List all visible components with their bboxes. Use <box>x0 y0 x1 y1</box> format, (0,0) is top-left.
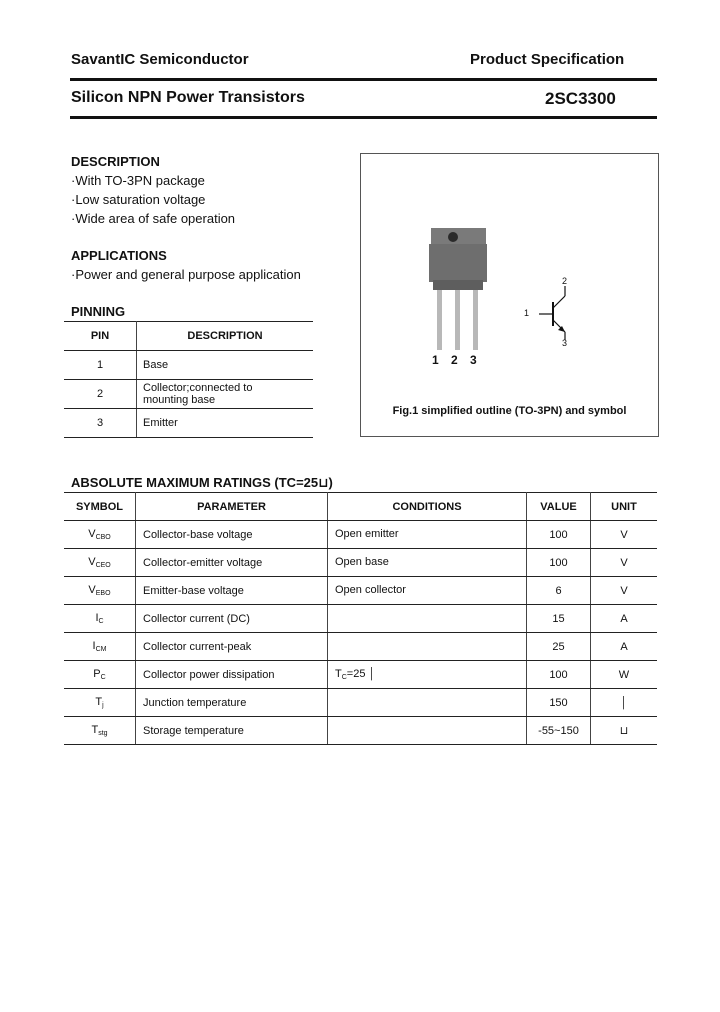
rating-value: 25 <box>527 633 591 661</box>
package-body <box>429 244 487 282</box>
rating-condition <box>328 577 527 605</box>
ratings-header-symbol: SYMBOL <box>64 493 136 521</box>
header-rule-top <box>70 78 657 81</box>
doc-type: Product Specification <box>470 51 625 68</box>
ratings-body <box>64 521 657 745</box>
rating-symbol-sub: C <box>98 618 104 625</box>
rating-condition <box>328 689 527 717</box>
rating-symbol-main: T <box>95 696 103 708</box>
rating-parameter: Collector-base voltage <box>136 521 328 549</box>
rating-symbol-sub: C <box>100 674 106 681</box>
rating-symbol-sub: j <box>102 702 104 709</box>
ratings-title: ABSOLUTE MAXIMUM RATINGS (TC=25⊔) <box>71 475 333 490</box>
rating-unit: │ <box>591 689 658 717</box>
rating-condition-text: Open emitter <box>335 528 399 540</box>
description-item: ·With TO-3PN package <box>71 173 205 188</box>
rating-value: 15 <box>527 605 591 633</box>
rating-condition-text: Open base <box>335 556 389 568</box>
rating-parameter: Collector-emitter voltage <box>136 549 328 577</box>
ratings-row <box>64 577 657 605</box>
pin-description: Emitter <box>137 409 314 438</box>
pin-description-line: mounting base <box>143 394 216 406</box>
rating-condition <box>328 633 527 661</box>
rating-condition-text: T <box>335 668 342 680</box>
rating-symbol-sub: CM <box>95 646 107 653</box>
mounting-hole <box>448 232 458 242</box>
rating-symbol-sub: stg <box>98 730 108 737</box>
rating-parameter: Emitter-base voltage <box>136 577 328 605</box>
symbol-emitter-arrow <box>558 326 565 332</box>
package-pin-label: 2 <box>451 353 458 367</box>
symbol-pin-label: 2 <box>562 276 568 286</box>
ratings-header-parameter: PARAMETER <box>136 493 328 521</box>
pinning-header-row <box>64 322 313 351</box>
package-shoulder <box>433 280 483 290</box>
ratings-header-unit: UNIT <box>591 493 658 521</box>
ratings-row <box>64 605 657 633</box>
pinning-row <box>64 409 313 438</box>
rating-value: 150 <box>527 689 591 717</box>
lead-2 <box>455 290 460 350</box>
rating-condition <box>328 549 527 577</box>
pin-number: 1 <box>64 351 137 380</box>
lead-3 <box>473 290 478 350</box>
rating-unit: W <box>591 661 658 689</box>
pinning-title: PINNING <box>71 304 126 319</box>
rating-condition-tail: =25 │ <box>346 668 376 680</box>
pinning-row <box>64 351 313 380</box>
rating-symbol-sub: CBO <box>95 534 111 541</box>
rating-parameter: Collector current (DC) <box>136 605 328 633</box>
lead-1 <box>437 290 442 350</box>
rating-unit: ⊔ <box>591 717 658 745</box>
applications-item: ·Power and general purpose application <box>71 267 301 282</box>
rating-value: 100 <box>527 549 591 577</box>
rating-value: 6 <box>527 577 591 605</box>
rating-symbol-main: I <box>95 612 99 624</box>
header-rule-bottom <box>70 116 657 119</box>
rating-condition <box>328 605 527 633</box>
rating-symbol <box>64 633 136 661</box>
rating-symbol-sub: EBO <box>95 590 111 597</box>
description-title: DESCRIPTION <box>71 154 160 169</box>
ratings-header-conditions: CONDITIONS <box>328 493 527 521</box>
rating-parameter: Collector current-peak <box>136 633 328 661</box>
figure-box <box>360 153 659 437</box>
ratings-row <box>64 661 657 689</box>
rating-unit: V <box>591 577 658 605</box>
ratings-header-value: VALUE <box>527 493 591 521</box>
symbol-collector <box>553 296 565 308</box>
ratings-row <box>64 549 657 577</box>
rating-symbol-main: P <box>93 668 101 680</box>
pinning-header-description: DESCRIPTION <box>137 322 314 351</box>
pin-description-line: Collector;connected to <box>143 382 253 394</box>
rating-value: -55~150 <box>527 717 591 745</box>
applications-title: APPLICATIONS <box>71 248 167 263</box>
package-pin-label: 1 <box>432 353 439 367</box>
rating-symbol-sub: CEO <box>95 562 111 569</box>
rating-condition <box>328 661 527 689</box>
rating-unit: V <box>591 549 658 577</box>
rating-condition <box>328 717 527 745</box>
pinning-header-pin: PIN <box>64 322 137 351</box>
rating-symbol <box>64 521 136 549</box>
pin-number: 2 <box>64 380 137 409</box>
rating-symbol <box>64 661 136 689</box>
ratings-row <box>64 717 657 745</box>
rating-symbol-main: V <box>88 528 96 540</box>
rating-unit: A <box>591 633 658 661</box>
rating-condition-text: Open collector <box>335 584 406 596</box>
ratings-header-row <box>64 493 657 521</box>
rating-condition <box>328 521 527 549</box>
rating-symbol <box>64 605 136 633</box>
pinning-table <box>64 321 313 438</box>
symbol-pin-label: 1 <box>524 308 530 318</box>
rating-symbol-main: V <box>88 556 96 568</box>
product-family: Silicon NPN Power Transistors <box>71 89 305 106</box>
rating-unit: V <box>591 521 658 549</box>
figure-caption: Fig.1 simplified outline (TO-3PN) and symbol <box>392 405 627 417</box>
rating-symbol-main: I <box>92 640 96 652</box>
rating-parameter: Junction temperature <box>136 689 328 717</box>
rating-condition-sub: C <box>341 674 347 681</box>
part-number: 2SC3300 <box>545 89 616 108</box>
ratings-row <box>64 689 657 717</box>
pin-number: 3 <box>64 409 137 438</box>
ratings-table <box>64 492 657 745</box>
rating-unit: A <box>591 605 658 633</box>
pin-description <box>137 380 314 409</box>
ratings-row <box>64 521 657 549</box>
rating-parameter: Storage temperature <box>136 717 328 745</box>
rating-value: 100 <box>527 521 591 549</box>
rating-symbol-main: T <box>91 724 99 736</box>
package-pin-label: 3 <box>470 353 477 367</box>
pin-description: Base <box>137 351 314 380</box>
description-item: ·Wide area of safe operation <box>71 211 236 226</box>
rating-symbol <box>64 689 136 717</box>
rating-symbol <box>64 549 136 577</box>
rating-symbol-main: V <box>88 584 96 596</box>
rating-value: 100 <box>527 661 591 689</box>
symbol-pin-label: 3 <box>562 338 568 348</box>
description-item: ·Low saturation voltage <box>71 192 206 207</box>
rating-parameter: Collector power dissipation <box>136 661 328 689</box>
pinning-row <box>64 380 313 409</box>
package-outline-image <box>361 154 658 436</box>
rating-symbol <box>64 577 136 605</box>
rating-symbol <box>64 717 136 745</box>
ratings-row <box>64 633 657 661</box>
company-name: SavantIC Semiconductor <box>71 51 249 68</box>
